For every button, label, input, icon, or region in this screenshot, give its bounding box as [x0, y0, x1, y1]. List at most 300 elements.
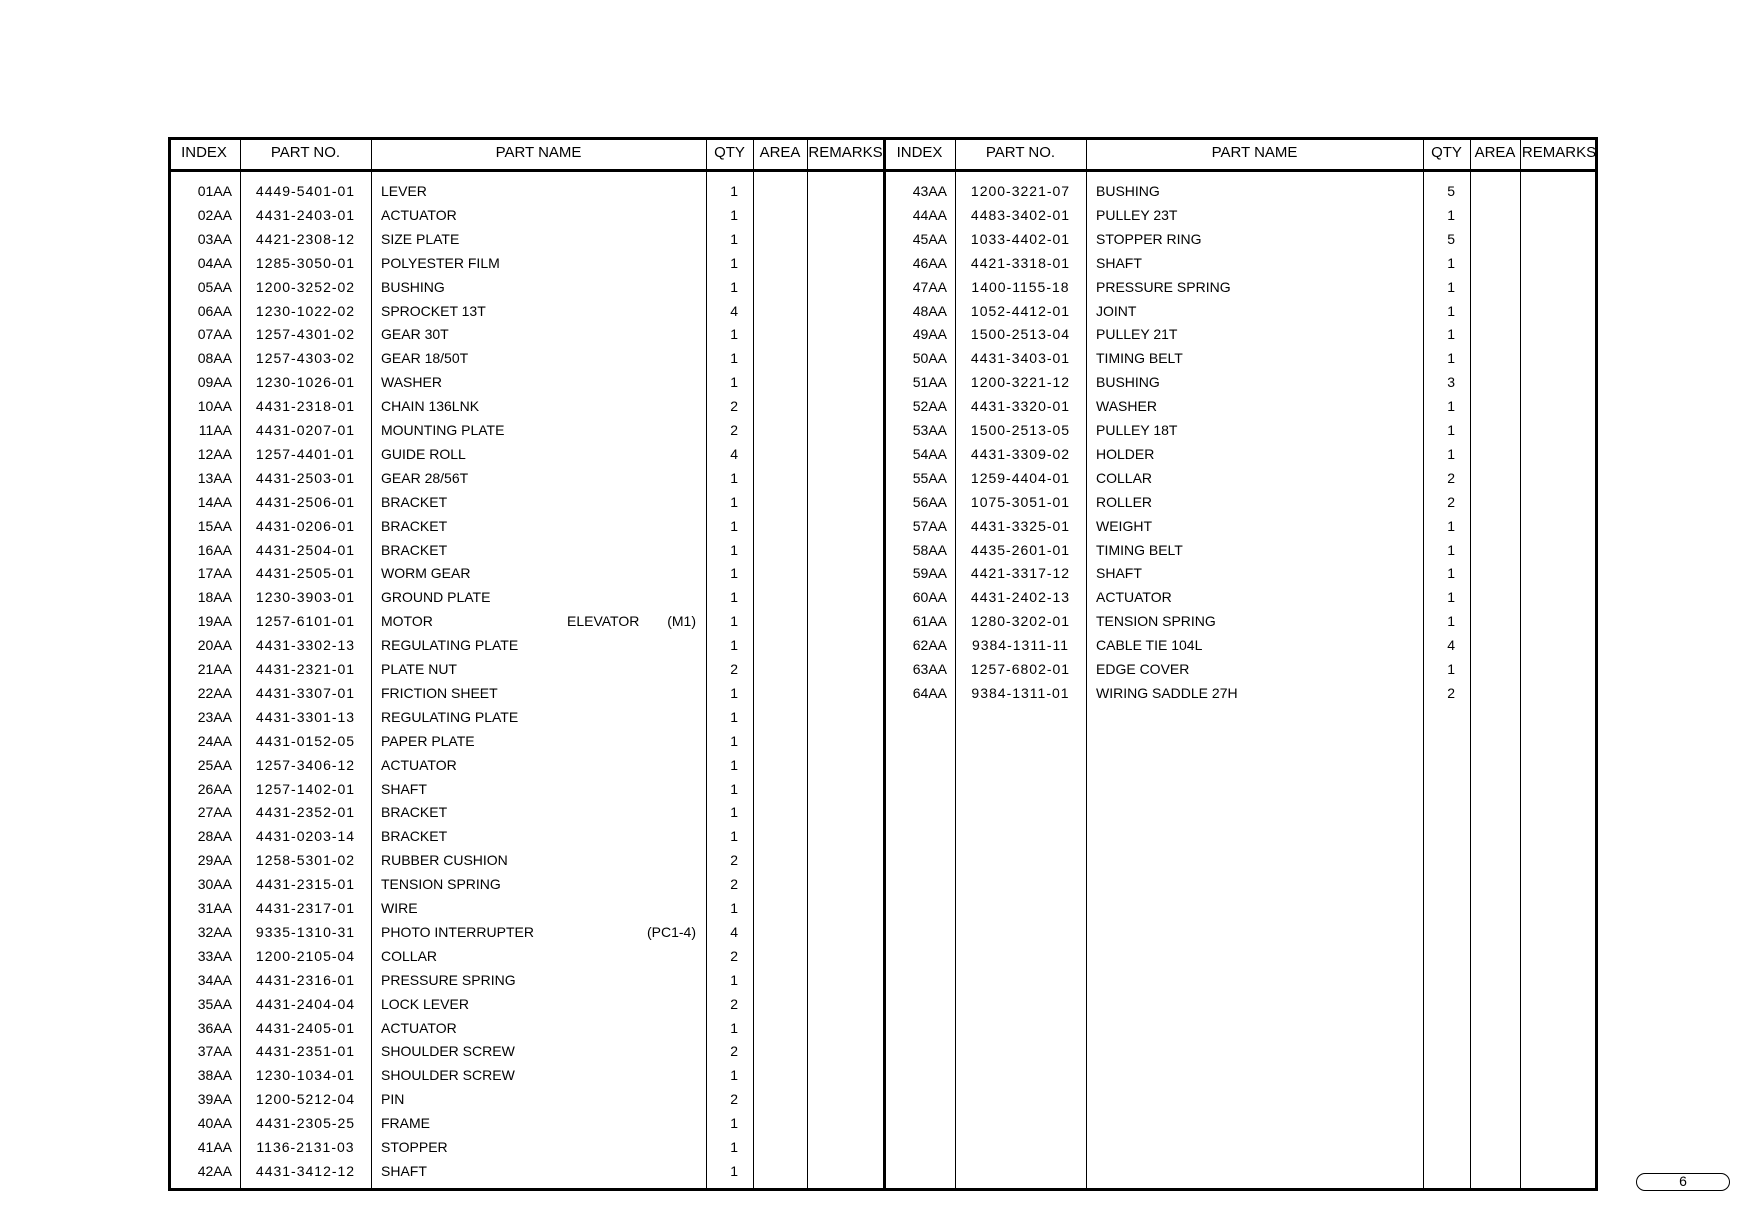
- header-remarks-right: REMARKS: [1521, 144, 1597, 161]
- row-part-note: (PC1-4): [646, 923, 696, 940]
- row-part-name: COLLAR: [1096, 469, 1153, 486]
- row-qty: 1: [1447, 326, 1455, 343]
- row-qty: 2: [730, 876, 738, 893]
- row-part-no: 4431-3309-02: [970, 445, 1071, 462]
- row-part-no: 1075-3051-01: [970, 493, 1071, 510]
- row-qty: 1: [1447, 517, 1455, 534]
- row-part-name: ACTUATOR: [1096, 589, 1172, 606]
- table-row: [168, 1016, 1598, 1040]
- row-index: 43AA: [912, 183, 947, 199]
- row-part-no: 4431-3412-12: [255, 1162, 356, 1179]
- row-index: 45AA: [912, 230, 947, 247]
- row-part-name: BUSHING: [381, 278, 445, 295]
- row-qty: 2: [730, 995, 738, 1012]
- table-row: [168, 299, 1598, 323]
- row-part-no: 4431-2405-01: [255, 1019, 356, 1036]
- table-row: [168, 442, 1598, 466]
- header-part-no-left: PART NO.: [270, 144, 341, 161]
- row-qty: 2: [730, 852, 738, 869]
- row-index: 25AA: [197, 756, 232, 773]
- row-part-no: 4431-2402-13: [970, 589, 1071, 606]
- row-part-name: PIN: [381, 1091, 405, 1108]
- row-part-name: SHAFT: [381, 1162, 427, 1179]
- row-index: 50AA: [912, 350, 947, 367]
- row-index: 28AA: [197, 828, 232, 845]
- table-row: [168, 729, 1598, 753]
- row-index: 19AA: [197, 613, 232, 630]
- header-index-left: INDEX: [181, 144, 227, 161]
- table-row: [168, 848, 1598, 872]
- row-part-no: 4431-3403-01: [970, 350, 1071, 367]
- row-part-no: 4421-2308-12: [255, 230, 356, 247]
- table-row: [168, 466, 1598, 490]
- row-part-name: REGULATING PLATE: [381, 708, 519, 725]
- row-index: 29AA: [197, 852, 232, 869]
- table-row: [168, 1135, 1598, 1159]
- row-part-name: ACTUATOR: [381, 756, 457, 773]
- row-part-no: 4431-2315-01: [255, 876, 356, 893]
- row-part-no: 4431-0207-01: [255, 422, 356, 438]
- row-part-no: 1257-3406-12: [255, 756, 356, 773]
- header-part-no-right: PART NO.: [985, 144, 1056, 161]
- row-part-no: 1257-6802-01: [970, 661, 1071, 677]
- row-qty: 1: [730, 684, 738, 701]
- row-part-name: POLYESTER FILM: [381, 254, 500, 271]
- table-row: [168, 753, 1598, 777]
- row-index: 20AA: [197, 637, 232, 654]
- row-qty: 2: [1447, 469, 1455, 486]
- row-part-name: TENSION SPRING: [381, 876, 501, 893]
- row-qty: 1: [730, 1162, 738, 1179]
- table-row: [168, 896, 1598, 920]
- row-part-name: WORM GEAR: [381, 565, 471, 582]
- row-index: 08AA: [197, 350, 232, 367]
- row-qty: 1: [730, 254, 738, 271]
- row-index: 26AA: [197, 780, 232, 797]
- row-part-no: 9384-1311-11: [971, 637, 1070, 654]
- row-part-no: 4431-2316-01: [255, 971, 356, 988]
- row-part-no: 4421-3317-12: [970, 565, 1071, 582]
- row-qty: 1: [1447, 445, 1455, 462]
- row-qty: 1: [730, 493, 738, 510]
- row-qty: 1: [730, 374, 738, 391]
- row-part-name: COLLAR: [381, 947, 438, 964]
- row-part-no: 1257-6101-01: [255, 613, 356, 630]
- row-qty: 1: [1447, 302, 1455, 319]
- row-part-name: PRESSURE SPRING: [1096, 278, 1231, 295]
- row-index: 47AA: [912, 278, 947, 295]
- row-index: 62AA: [912, 637, 947, 654]
- row-part-no: 4431-2504-01: [255, 541, 356, 558]
- row-qty: 4: [1447, 637, 1455, 654]
- row-qty: 5: [1447, 183, 1455, 199]
- row-index: 10AA: [197, 398, 232, 415]
- row-part-name: WEIGHT: [1096, 517, 1152, 534]
- row-part-no: 1200-3221-07: [970, 183, 1071, 199]
- table-row: [168, 179, 1598, 203]
- table-row: [168, 609, 1598, 633]
- row-part-name: PRESSURE SPRING: [381, 971, 516, 988]
- row-qty: 1: [730, 183, 738, 199]
- row-qty: 1: [730, 278, 738, 295]
- row-part-name: GEAR 28/56T: [381, 469, 469, 486]
- row-part-name: WIRING SADDLE 27H: [1096, 684, 1238, 701]
- row-part-name: LOCK LEVER: [381, 995, 469, 1012]
- row-part-no: 4431-2351-01: [255, 1043, 356, 1060]
- row-qty: 1: [1447, 661, 1455, 677]
- row-part-no: 4483-3402-01: [970, 206, 1071, 223]
- row-index: 39AA: [197, 1091, 232, 1108]
- row-qty: 1: [730, 1067, 738, 1084]
- row-qty: 1: [730, 350, 738, 367]
- row-part-no: 4431-2318-01: [255, 398, 356, 415]
- row-part-no: 1200-5212-04: [255, 1091, 356, 1108]
- row-qty: 1: [730, 1019, 738, 1036]
- row-qty: 1: [1447, 278, 1455, 295]
- table-row: [168, 275, 1598, 299]
- row-index: 03AA: [197, 230, 232, 247]
- row-index: 04AA: [197, 254, 232, 271]
- row-part-name: WASHER: [1096, 398, 1157, 415]
- row-part-no: 4431-3320-01: [970, 398, 1071, 415]
- row-part-name: GEAR 18/50T: [381, 350, 469, 367]
- row-part-name: FRAME: [381, 1115, 430, 1132]
- row-part-name: PAPER PLATE: [381, 732, 475, 749]
- row-index: 52AA: [912, 398, 947, 415]
- row-part-no: 4431-0203-14: [255, 828, 356, 845]
- header-remarks-left: REMARKS: [808, 144, 883, 161]
- row-index: 38AA: [197, 1067, 232, 1084]
- table-row: [168, 227, 1598, 251]
- row-part-name: BRACKET: [381, 541, 448, 558]
- row-part-name: GROUND PLATE: [381, 589, 491, 606]
- row-part-name: SHOULDER SCREW: [381, 1043, 515, 1060]
- row-index: 06AA: [197, 302, 232, 319]
- row-part-name: PLATE NUT: [381, 661, 457, 677]
- row-part-no: 4431-3302-13: [255, 637, 356, 654]
- row-part-no: 1230-1022-02: [255, 302, 356, 319]
- row-part-name: ACTUATOR: [381, 1019, 457, 1036]
- row-qty: 2: [730, 661, 738, 677]
- header-index-right: INDEX: [896, 144, 943, 161]
- row-part-name: BRACKET: [381, 804, 448, 821]
- row-index: 37AA: [197, 1043, 232, 1060]
- table-row: [168, 346, 1598, 370]
- row-index: 57AA: [912, 517, 947, 534]
- header-area-right: AREA: [1474, 144, 1516, 161]
- row-index: 12AA: [197, 445, 232, 462]
- row-qty: 1: [730, 589, 738, 606]
- table-row: [168, 824, 1598, 848]
- row-part-no: 1052-4412-01: [970, 302, 1071, 319]
- row-qty: 1: [730, 804, 738, 821]
- row-qty: 2: [730, 1043, 738, 1060]
- row-part-no: 4431-3301-13: [255, 708, 356, 725]
- row-part-name: PHOTO INTERRUPTER: [381, 923, 534, 940]
- row-qty: 1: [1447, 613, 1455, 630]
- table-row: [168, 394, 1598, 418]
- row-index: 55AA: [912, 469, 947, 486]
- row-index: 53AA: [912, 422, 947, 438]
- row-index: 14AA: [197, 493, 232, 510]
- row-qty: 1: [730, 565, 738, 582]
- row-part-name: CHAIN 136LNK: [381, 398, 480, 415]
- row-qty: 2: [730, 398, 738, 415]
- row-part-no: 4435-2601-01: [970, 541, 1071, 558]
- row-index: 07AA: [197, 326, 232, 343]
- row-part-note: (M1): [667, 613, 696, 630]
- row-part-name: WASHER: [381, 374, 442, 391]
- table-row: [168, 370, 1598, 394]
- row-qty: 1: [730, 828, 738, 845]
- row-part-name: SPROCKET 13T: [381, 302, 486, 319]
- row-part-no: 4431-0206-01: [255, 517, 356, 534]
- row-qty: 1: [730, 900, 738, 916]
- row-part-name: BRACKET: [381, 517, 448, 534]
- row-part-name: PULLEY 21T: [1096, 326, 1178, 343]
- row-qty: 1: [730, 517, 738, 534]
- header-part-name-right: PART NAME: [1211, 144, 1298, 161]
- row-part-no: 1400-1155-18: [971, 278, 1070, 295]
- row-part-no: 4431-2505-01: [255, 565, 356, 582]
- row-qty: 4: [730, 302, 738, 319]
- row-part-no: 4431-2352-01: [255, 804, 356, 821]
- row-index: 27AA: [197, 804, 232, 821]
- row-index: 15AA: [197, 517, 232, 534]
- row-index: 30AA: [197, 876, 232, 893]
- row-index: 22AA: [197, 684, 232, 701]
- row-part-no: 1259-4404-01: [970, 469, 1071, 486]
- table-row: [168, 681, 1598, 705]
- row-part-no: 1200-3252-02: [255, 278, 356, 295]
- table-row: [168, 633, 1598, 657]
- header-qty-right: QTY: [1431, 144, 1462, 161]
- row-part-no: 1230-1026-01: [255, 374, 356, 391]
- row-part-no: 1257-1402-01: [255, 780, 356, 797]
- table-row: [168, 1063, 1598, 1087]
- row-qty: 1: [730, 206, 738, 223]
- row-qty: 1: [730, 541, 738, 558]
- row-part-no: 1500-2513-04: [970, 326, 1071, 343]
- row-qty: 1: [1447, 422, 1455, 438]
- row-qty: 1: [1447, 589, 1455, 606]
- row-index: 18AA: [197, 589, 232, 606]
- row-part-name: STOPPER RING: [1096, 230, 1202, 247]
- row-index: 56AA: [912, 493, 947, 510]
- row-index: 34AA: [197, 971, 232, 988]
- row-part-name: BUSHING: [1096, 374, 1160, 391]
- row-part-no: 4431-3307-01: [255, 684, 356, 701]
- row-qty: 1: [730, 469, 738, 486]
- row-part-no: 1257-4301-02: [255, 326, 356, 343]
- table-row: [168, 800, 1598, 824]
- row-qty: 2: [730, 1091, 738, 1108]
- row-part-name: PULLEY 18T: [1096, 422, 1178, 438]
- page-number: 6: [1636, 1173, 1730, 1191]
- table-row: [168, 585, 1598, 609]
- row-qty: 3: [1447, 374, 1455, 391]
- header-qty-left: QTY: [714, 144, 745, 161]
- row-qty: 4: [730, 445, 738, 462]
- row-index: 05AA: [197, 278, 232, 295]
- row-part-name: GUIDE ROLL: [381, 445, 466, 462]
- row-part-name: WIRE: [381, 900, 418, 916]
- row-part-name: EDGE COVER: [1096, 661, 1190, 677]
- row-index: 11AA: [198, 422, 232, 438]
- row-part-no: 9384-1311-01: [971, 684, 1070, 701]
- row-part-no: 1280-3202-01: [970, 613, 1071, 630]
- row-qty: 1: [730, 230, 738, 247]
- row-part-no: 1257-4401-01: [255, 445, 356, 462]
- row-part-name: HOLDER: [1096, 445, 1155, 462]
- row-part-no: 4431-2305-25: [255, 1115, 356, 1132]
- table-row: [168, 490, 1598, 514]
- row-index: 61AA: [912, 613, 947, 630]
- row-qty: 1: [730, 613, 738, 630]
- row-qty: 1: [730, 732, 738, 749]
- row-qty: 5: [1447, 230, 1455, 247]
- row-index: 01AA: [197, 183, 232, 199]
- table-row: [168, 777, 1598, 801]
- row-index: 46AA: [912, 254, 947, 271]
- row-part-no: 4431-2403-01: [255, 206, 356, 223]
- row-index: 64AA: [912, 684, 947, 701]
- row-part-name: TENSION SPRING: [1096, 613, 1216, 630]
- table-row: [168, 1159, 1598, 1183]
- row-part-no: 1200-3221-12: [970, 374, 1071, 391]
- table-row: [168, 203, 1598, 227]
- row-index: 24AA: [197, 732, 232, 749]
- table-row: [168, 992, 1598, 1016]
- row-index: 35AA: [197, 995, 232, 1012]
- row-qty: 2: [730, 947, 738, 964]
- row-qty: 1: [730, 971, 738, 988]
- row-qty: 1: [1447, 206, 1455, 223]
- row-part-no: 1285-3050-01: [255, 254, 356, 271]
- row-part-name: TIMING BELT: [1096, 541, 1183, 558]
- row-qty: 1: [730, 708, 738, 725]
- row-part-no: 4431-3325-01: [970, 517, 1071, 534]
- row-index: 23AA: [197, 708, 232, 725]
- table-row: [168, 705, 1598, 729]
- row-qty: 1: [1447, 541, 1455, 558]
- row-part-name: MOUNTING PLATE: [381, 422, 505, 438]
- row-part-no: 4431-2321-01: [255, 661, 356, 677]
- row-index: 51AA: [912, 374, 947, 391]
- row-qty: 1: [1447, 565, 1455, 582]
- row-part-no: 1200-2105-04: [255, 947, 356, 964]
- row-part-name: BRACKET: [381, 493, 448, 510]
- row-index: 48AA: [912, 302, 947, 319]
- row-part-no: 1136-2131-03: [256, 1139, 355, 1155]
- row-qty: 1: [730, 1115, 738, 1132]
- row-index: 21AA: [197, 661, 232, 677]
- table-row: [168, 514, 1598, 538]
- row-qty: 1: [1447, 350, 1455, 367]
- parts-list-table: [168, 137, 1598, 1191]
- row-part-no: 4431-2317-01: [255, 900, 356, 916]
- row-part-no: 9335-1310-31: [255, 923, 356, 940]
- row-part-no: 4421-3318-01: [970, 254, 1071, 271]
- row-index: 63AA: [912, 661, 947, 677]
- row-index: 42AA: [197, 1162, 232, 1179]
- row-part-no: 4431-0152-05: [255, 732, 356, 749]
- row-part-no: 4431-2404-04: [255, 995, 356, 1012]
- table-row: [168, 1039, 1598, 1063]
- row-part-name: BRACKET: [381, 828, 448, 845]
- row-qty: 2: [730, 422, 738, 438]
- row-part-name-detail: ELEVATOR: [567, 613, 640, 630]
- row-part-no: 1257-4303-02: [255, 350, 356, 367]
- row-index: 49AA: [912, 326, 947, 343]
- table-row: [168, 968, 1598, 992]
- row-part-name: ACTUATOR: [381, 206, 457, 223]
- row-index: 02AA: [197, 206, 232, 223]
- row-part-no: 1500-2513-05: [970, 422, 1071, 438]
- table-row: [168, 561, 1598, 585]
- row-index: 41AA: [197, 1139, 232, 1155]
- row-part-no: 4431-2506-01: [255, 493, 356, 510]
- row-index: 60AA: [912, 589, 947, 606]
- table-row: [168, 322, 1598, 346]
- row-index: 32AA: [197, 923, 232, 940]
- row-index: 58AA: [912, 541, 947, 558]
- row-part-name: LEVER: [381, 183, 427, 199]
- row-part-name: SHOULDER SCREW: [381, 1067, 515, 1084]
- row-index: 13AA: [197, 469, 232, 486]
- row-part-name: RUBBER CUSHION: [381, 852, 508, 869]
- row-part-name: FRICTION SHEET: [381, 684, 498, 701]
- row-part-name: GEAR 30T: [381, 326, 449, 343]
- row-part-name: CABLE TIE 104L: [1096, 637, 1203, 654]
- row-part-name: PULLEY 23T: [1096, 206, 1178, 223]
- row-index: 54AA: [912, 445, 947, 462]
- table-row: [168, 920, 1598, 944]
- header-part-name-left: PART NAME: [495, 144, 582, 161]
- row-qty: 2: [1447, 493, 1455, 510]
- row-part-name: MOTOR: [381, 613, 433, 630]
- row-index: 16AA: [197, 541, 232, 558]
- row-part-no: 1230-1034-01: [255, 1067, 356, 1084]
- row-index: 36AA: [197, 1019, 232, 1036]
- row-part-no: 4431-2503-01: [255, 469, 356, 486]
- row-qty: 1: [730, 637, 738, 654]
- row-part-name: TIMING BELT: [1096, 350, 1183, 367]
- row-part-no: 1230-3903-01: [255, 589, 356, 606]
- table-row: [168, 872, 1598, 896]
- row-index: 44AA: [912, 206, 947, 223]
- row-qty: 2: [1447, 684, 1455, 701]
- row-index: 59AA: [912, 565, 947, 582]
- table-row: [168, 251, 1598, 275]
- row-index: 33AA: [197, 947, 232, 964]
- row-qty: 1: [1447, 254, 1455, 271]
- row-part-name: ROLLER: [1096, 493, 1153, 510]
- table-row: [168, 418, 1598, 442]
- row-index: 17AA: [197, 565, 232, 582]
- row-part-name: BUSHING: [1096, 183, 1160, 199]
- row-part-no: 1258-5301-02: [255, 852, 356, 869]
- row-index: 31AA: [197, 900, 232, 916]
- table-row: [168, 538, 1598, 562]
- row-part-name: SIZE PLATE: [381, 230, 460, 247]
- row-part-name: SHAFT: [381, 780, 427, 797]
- table-row: [168, 1111, 1598, 1135]
- table-row: [168, 1087, 1598, 1111]
- row-index: 40AA: [197, 1115, 232, 1132]
- row-qty: 1: [730, 1139, 738, 1155]
- row-part-name: JOINT: [1096, 302, 1137, 319]
